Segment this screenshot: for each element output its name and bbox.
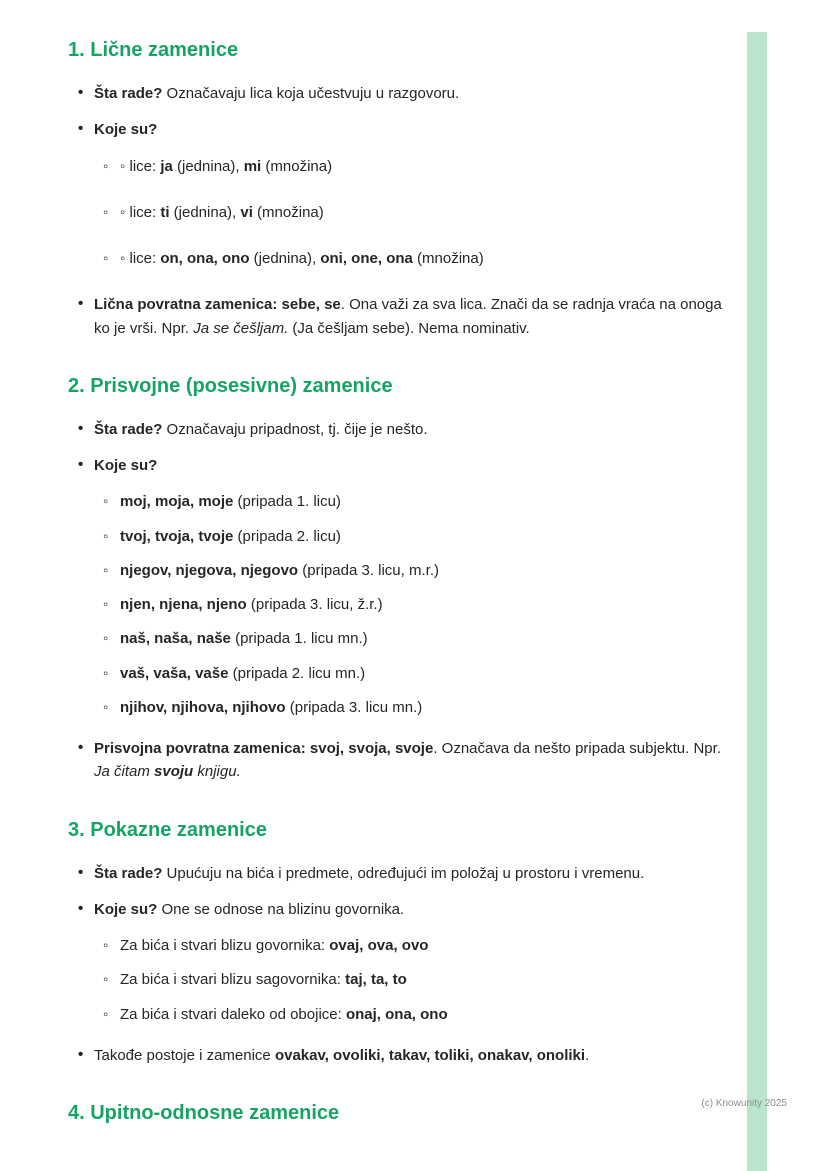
section-licne-zamenice xyxy=(68,38,733,340)
list-item xyxy=(68,737,733,784)
list-item-text: ◦ lice: on, ona, ono (jednina), oni, one, ona (množina) xyxy=(120,250,484,267)
section-heading: 1. Lične zamenice xyxy=(68,39,239,61)
list-item-text: ◦ lice: ti (jednina), vi (množina) xyxy=(120,203,324,221)
list-item-text: njen, njena, njeno (pripada 3. licu, ž.r.) xyxy=(120,596,383,613)
circle-bullet-icon xyxy=(103,1003,108,1026)
circle-bullet-icon xyxy=(103,559,108,582)
section-list xyxy=(68,418,733,784)
list-item-text: Šta rade? Označavaju pripadnost, tj. čije je nešto. xyxy=(94,420,428,438)
circle-bullet-icon xyxy=(103,696,108,719)
list-item xyxy=(68,862,733,885)
sub-list-item xyxy=(94,490,733,513)
sub-list-item xyxy=(94,155,733,178)
document-content xyxy=(68,30,733,1145)
list-item xyxy=(68,293,733,340)
circle-bullet-icon xyxy=(103,593,108,616)
list-item-text: moj, moja, moje (pripada 1. licu) xyxy=(120,493,341,511)
circle-bullet-icon xyxy=(103,525,108,548)
circle-bullet-icon xyxy=(103,968,108,991)
sub-list-item xyxy=(94,627,733,650)
list-item xyxy=(68,898,733,921)
list-item-text: Za bića i stvari blizu govornika: ovaj, ova, ovo xyxy=(120,937,429,954)
circle-bullet-icon xyxy=(103,247,108,270)
list-item-text: njihov, njihova, njihovo (pripada 3. licu mn.) xyxy=(120,698,423,716)
list-item xyxy=(68,418,733,441)
bullet-icon xyxy=(78,417,83,440)
bullet-icon xyxy=(78,861,83,884)
list-item-text: Prisvojna povratna zamenica: svoj, svoja, svoje. Označava da nešto pripada subjektu. Npr. Ja čitam svoju knjigu. xyxy=(94,740,721,781)
section-pokazne-zamenice xyxy=(68,818,733,1068)
list-item-text: Šta rade? Označavaju lica koja učestvuju u razgovoru. xyxy=(94,85,460,102)
circle-bullet-icon xyxy=(103,490,108,513)
list-item-text: ◦ lice: ja (jednina), mi (množina) xyxy=(120,157,333,175)
sub-list-item xyxy=(94,201,733,224)
bullet-icon xyxy=(78,117,83,140)
list-item xyxy=(68,454,733,477)
section-heading: 4. Upitno-odnosne zamenice xyxy=(68,1102,340,1124)
sub-list-item xyxy=(94,968,733,991)
list-item-text: vaš, vaša, vaše (pripada 2. licu mn.) xyxy=(120,664,366,682)
section-prisvojne-zamenice xyxy=(68,374,733,784)
section-heading: 3. Pokazne zamenice xyxy=(68,818,267,841)
section-list xyxy=(68,862,733,1068)
section-heading: 2. Prisvojne (posesivne) zamenice xyxy=(68,374,393,397)
list-item-text: Takođe postoje i zamenice ovakav, ovoliki, takav, toliki, onakav, onoliki. xyxy=(94,1046,590,1064)
bullet-icon xyxy=(78,736,83,759)
list-item-text: Za bića i stvari daleko od obojice: onaj, ona, ono xyxy=(120,1005,448,1023)
list-item-text: Šta rade? Upućuju na bića i predmete, određujući im položaj u prostoru i vremenu. xyxy=(94,864,645,882)
circle-bullet-icon xyxy=(103,662,108,685)
list-item-text: Koje su? xyxy=(94,121,158,139)
list-item-text: Lična povratna zamenica: sebe, se. Ona važi za sva lica. Znači da se radnja vraća na onoga ko je vrši. Npr. Ja se češljam. (Ja češljam sebe). Nema nominativ. xyxy=(94,296,722,337)
bullet-icon xyxy=(78,81,83,104)
sub-list-item xyxy=(94,934,733,957)
circle-bullet-icon xyxy=(103,155,108,178)
sub-list-item xyxy=(94,525,733,548)
list-item-text: tvoj, tvoja, tvoje (pripada 2. licu) xyxy=(120,527,341,545)
bullet-icon xyxy=(78,292,83,315)
bullet-icon xyxy=(78,897,83,920)
sub-list-item xyxy=(94,593,733,616)
circle-bullet-icon xyxy=(103,934,108,957)
list-item-text: Koje su? One se odnose na blizinu govornika. xyxy=(94,900,405,918)
sub-list-item xyxy=(94,559,733,582)
list-item xyxy=(68,82,733,105)
circle-bullet-icon xyxy=(103,201,108,224)
circle-bullet-icon xyxy=(103,627,108,650)
bullet-icon xyxy=(78,1043,83,1066)
list-item-text: naš, naša, naše (pripada 1. licu mn.) xyxy=(120,630,368,648)
list-item-text: Za bića i stvari blizu sagovornika: taj, ta, to xyxy=(120,971,407,989)
list-item-text: njegov, njegova, njegovo (pripada 3. licu, m.r.) xyxy=(120,561,439,579)
copyright-text: (c) Knowunity 2025 xyxy=(701,1098,787,1109)
sub-list-item xyxy=(94,696,733,719)
section-upitno-odnosne-zamenice xyxy=(68,1101,733,1125)
sub-list-item xyxy=(94,247,733,270)
list-item xyxy=(68,118,733,141)
sub-list-item xyxy=(94,1003,733,1026)
list-item-text: Koje su? xyxy=(94,457,158,474)
bullet-icon xyxy=(78,453,83,476)
list-item xyxy=(68,1044,733,1067)
sub-list-item xyxy=(94,662,733,685)
decorative-stripe xyxy=(747,32,767,1171)
section-list xyxy=(68,82,733,340)
